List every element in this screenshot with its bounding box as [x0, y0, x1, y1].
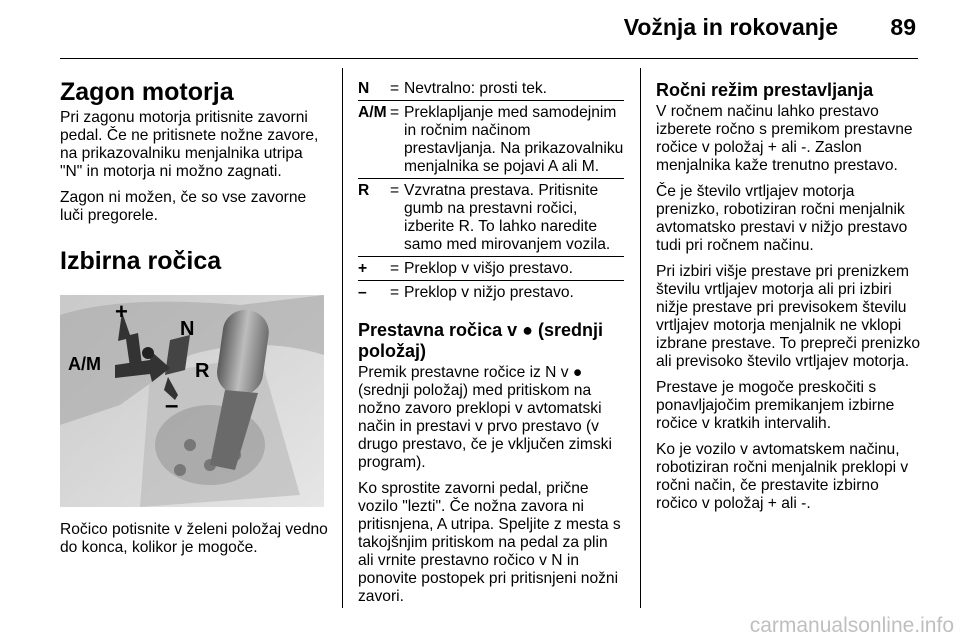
label-r: R	[195, 360, 210, 382]
def-key: –	[358, 284, 367, 301]
def-text: Preklapljanje med samodejnim in ročnim načinom prestavljanja. Na prikazovalniku menjalnika se pojavi A ali M.	[404, 104, 624, 175]
gear-selector-image	[60, 295, 324, 507]
def-key: +	[358, 260, 368, 277]
paragraph: Pri izbiri višje prestave pri prenizkem številu vrtljajev motorja ali pri izbiri nižje prestave pri previsokem številu vrtljajev motorja menjalnik ne vklopi izbrane prestave. To prepreči prenizko ali previsoko število vrtljajev motorja.	[656, 263, 921, 370]
paragraph: Prestave je mogoče preskočiti s ponavljajočim premikanjem izbirne ročice v kratkih intervalih.	[656, 379, 895, 432]
definition-row	[358, 80, 624, 98]
heading-rocni-rezim: Ročni režim prestavljanja	[656, 80, 874, 100]
divider	[358, 178, 624, 179]
column-divider	[342, 68, 343, 608]
definition-row	[358, 104, 624, 176]
def-text: Nevtralno: prosti tek.	[404, 80, 548, 97]
def-text: Preklop v višjo prestavo.	[404, 260, 574, 277]
label-am: A/M	[68, 354, 101, 374]
definition-row	[358, 182, 624, 254]
divider	[358, 256, 624, 257]
page-header	[60, 0, 918, 59]
paragraph: Če je število vrtljajev motorja prenizko, robotiziran ročni menjalnik avtomatsko prestavi v nižjo prestavo tudi pri ročnem načinu.	[656, 183, 908, 254]
def-equals: =	[390, 284, 400, 301]
column-2	[358, 80, 624, 614]
def-text: Vzvratna prestava. Pritisnite gumb na prestavni ročici, izberite R. To lahko naredite samo med mirovanjem vozila.	[404, 182, 611, 253]
paragraph: Ko je vozilo v avtomatskem načinu, robotiziran ročni menjalnik preklopi v ročni način, če prestavite izbirno ročico v položaj + ali -.	[656, 441, 909, 512]
paragraph: V ročnem načinu lahko prestavo izberete ročno s premikom prestavne ročice v položaj + ali -. Zaslon menjalnika kaže trenutno prestavo.	[656, 103, 913, 174]
watermark: carmanualsonline.info	[749, 614, 954, 637]
heading-srednji-polozaj: Prestavna ročica v ● (srednji položaj)	[358, 320, 603, 361]
label-n: N	[180, 318, 195, 340]
column-divider	[640, 68, 641, 608]
def-key: A/M	[358, 104, 387, 121]
column-1	[60, 78, 328, 565]
def-equals: =	[390, 182, 400, 199]
paragraph: Ko sprostite zavorni pedal, pričnе vozilo "lezti". Če nožna zavora ni pritisnjena, A utripa. Speljite z mesta s takojšnjim pritiskom na pedal za plin ali vrnite prestavno ročico v N in ponovite postopek pri pritisnjeni nožni zavori.	[358, 480, 621, 605]
paragraph: Pri zagonu motorja pritisnite zavorni pedal. Če ne pritisnete nožne zavore, na prikazovalniku menjalnika utripa "N" in motorja ni možno zagnati.	[60, 109, 319, 180]
gear-selector-illustration	[60, 295, 324, 507]
label-plus: +	[115, 299, 128, 324]
paragraph: Ročico potisnite v želeni položaj vedno do konca, kolikor je mogoče.	[60, 521, 328, 556]
paragraph: Zagon ni možen, če so vse zavorne luči pregorele.	[60, 189, 307, 224]
definition-row	[358, 284, 624, 302]
column-3	[656, 80, 922, 521]
def-equals: =	[390, 104, 400, 121]
divider	[358, 280, 624, 281]
def-equals: =	[390, 260, 400, 277]
label-minus: –	[165, 392, 179, 419]
heading-zagon-motorja: Zagon motorja	[60, 78, 234, 106]
def-key: N	[358, 80, 370, 97]
def-equals: =	[390, 80, 400, 97]
definition-row	[358, 260, 624, 278]
page-number: 89	[890, 14, 916, 40]
definition-list	[358, 80, 624, 302]
divider	[358, 100, 624, 101]
def-text: Preklop v nižjo prestavo.	[404, 284, 574, 301]
paragraph: Premik prestavne ročice iz N v ● (srednji položaj) med pritiskom na nožno zavoro preklopi v avtomatski način in prestavi v prvo prestavo (v drugo prestavo, če je vključen zimski program).	[358, 364, 612, 471]
heading-izbirna-rocica: Izbirna ročica	[60, 247, 222, 275]
header-title: Vožnja in rokovanje	[623, 14, 838, 40]
def-key: R	[358, 182, 370, 199]
